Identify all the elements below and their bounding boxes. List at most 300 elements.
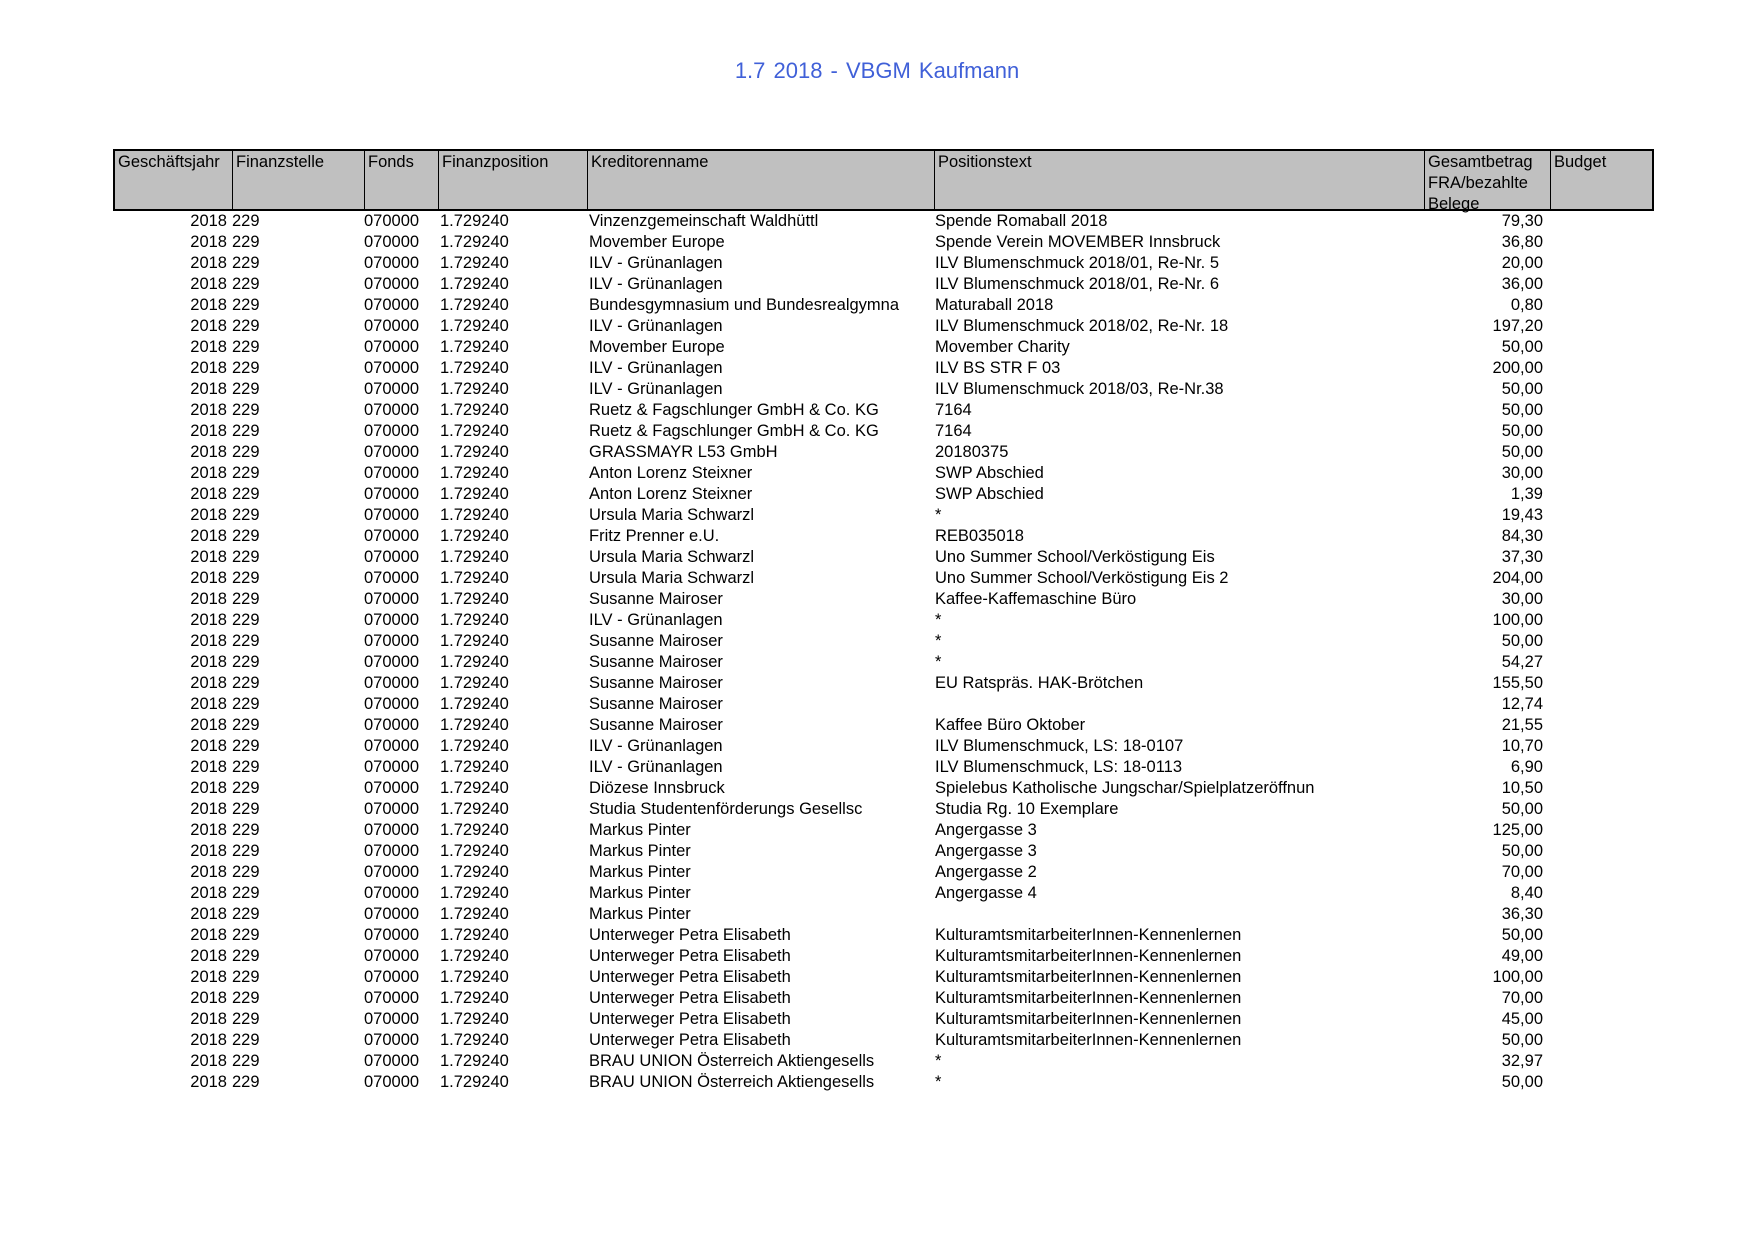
table-row [113,505,1654,526]
cell-gesamtbetrag: 12,74 [1501,695,1543,713]
col-header-year: Geschäftsjahr [118,153,220,171]
cell-finanzstelle: 229 [232,737,260,755]
table-row [113,967,1654,988]
cell-finanzposition: 1.729240 [440,695,509,713]
cell-finanzposition: 1.729240 [440,1073,509,1091]
cell-kreditor: Unterweger Petra Elisabeth [589,926,791,944]
cell-finanzstelle: 229 [232,1052,260,1070]
cell-finanzstelle: 229 [232,1010,260,1028]
cell-kreditor: GRASSMAYR L53 GmbH [589,443,778,461]
page-title: 1.7 2018 - VBGM Kaufmann [734,58,1020,83]
cell-finanzposition: 1.729240 [440,926,509,944]
table-row [113,715,1654,736]
cell-positionstext: Spielebus Katholische Jungschar/Spielplatzeröffnun [935,779,1315,797]
cell-finanzstelle: 229 [232,590,260,608]
cell-kreditor: Unterweger Petra Elisabeth [589,1010,791,1028]
cell-finanzposition: 1.729240 [440,338,509,356]
table-row [113,694,1654,715]
table-row [113,568,1654,589]
cell-fonds: 070000 [364,422,420,440]
cell-kreditor: ILV - Grünanlagen [589,317,723,335]
cell-fonds: 070000 [364,527,420,545]
cell-positionstext: Uno Summer School/Verköstigung Eis 2 [935,569,1229,587]
cell-year: 2018 [190,884,227,902]
cell-gesamtbetrag: 125,00 [1492,821,1543,839]
cell-positionstext: Kaffee-Kaffemaschine Büro [935,590,1137,608]
cell-kreditor: Ruetz & Fagschlunger GmbH & Co. KG [589,422,879,440]
cell-kreditor: Susanne Mairoser [589,653,723,671]
cell-kreditor: Fritz Prenner e.U. [589,527,720,545]
cell-kreditor: Susanne Mairoser [589,695,723,713]
table-row [113,799,1654,820]
cell-kreditor: Markus Pinter [589,821,691,839]
cell-fonds: 070000 [364,674,420,692]
cell-finanzstelle: 229 [232,296,260,314]
cell-gesamtbetrag: 100,00 [1492,968,1543,986]
table-row [113,1030,1654,1051]
cell-kreditor: Ursula Maria Schwarzl [589,569,755,587]
cell-year: 2018 [190,569,227,587]
table-row [113,883,1654,904]
cell-fonds: 070000 [364,464,420,482]
cell-fonds: 070000 [364,632,420,650]
cell-kreditor: Markus Pinter [589,884,691,902]
cell-positionstext: Angergasse 3 [935,821,1037,839]
cell-year: 2018 [190,527,227,545]
cell-finanzstelle: 229 [232,884,260,902]
cell-fonds: 070000 [364,611,420,629]
cell-kreditor: Anton Lorenz Steixner [589,485,753,503]
cell-fonds: 070000 [364,443,420,461]
cell-gesamtbetrag: 70,00 [1501,863,1543,881]
cell-finanzstelle: 229 [232,1073,260,1091]
cell-year: 2018 [190,779,227,797]
cell-finanzstelle: 229 [232,842,260,860]
cell-positionstext: 20180375 [935,443,1009,461]
cell-year: 2018 [190,674,227,692]
cell-fonds: 070000 [364,254,420,272]
cell-finanzstelle: 229 [232,254,260,272]
cell-gesamtbetrag: 36,30 [1501,905,1543,923]
cell-gesamtbetrag: 10,50 [1501,779,1543,797]
cell-positionstext: KulturamtsmitarbeiterInnen-Kennenlernen [935,947,1242,965]
cell-finanzposition: 1.729240 [440,590,509,608]
table-row [113,295,1654,316]
cell-year: 2018 [190,338,227,356]
table-row [113,526,1654,547]
cell-finanzstelle: 229 [232,485,260,503]
cell-finanzposition: 1.729240 [440,401,509,419]
cell-gesamtbetrag: 50,00 [1501,632,1543,650]
cell-finanzposition: 1.729240 [440,485,509,503]
table-header [113,149,1654,211]
cell-fonds: 070000 [364,653,420,671]
cell-year: 2018 [190,443,227,461]
expense-table [113,149,1654,1093]
cell-kreditor: Bundesgymnasium und Bundesrealgymna [589,296,900,314]
cell-positionstext: ILV Blumenschmuck, LS: 18-0107 [935,737,1184,755]
cell-positionstext: KulturamtsmitarbeiterInnen-Kennenlernen [935,1010,1242,1028]
cell-fonds: 070000 [364,569,420,587]
cell-positionstext: * [935,506,942,524]
table-row [113,253,1654,274]
cell-gesamtbetrag: 50,00 [1501,842,1543,860]
cell-fonds: 070000 [364,401,420,419]
col-header-budget: Budget [1550,151,1652,209]
cell-positionstext: Angergasse 3 [935,842,1037,860]
cell-gesamtbetrag: 37,30 [1501,548,1543,566]
cell-fonds: 070000 [364,989,420,1007]
cell-finanzstelle: 229 [232,317,260,335]
cell-finanzstelle: 229 [232,653,260,671]
cell-fonds: 070000 [364,233,420,251]
cell-finanzposition: 1.729240 [440,233,509,251]
cell-gesamtbetrag: 84,30 [1501,527,1543,545]
cell-positionstext: KulturamtsmitarbeiterInnen-Kennenlernen [935,1031,1242,1049]
cell-positionstext: ILV Blumenschmuck, LS: 18-0113 [935,758,1183,776]
cell-fonds: 070000 [364,359,420,377]
cell-year: 2018 [190,653,227,671]
cell-year: 2018 [190,275,227,293]
table-row [113,631,1654,652]
cell-positionstext: ILV Blumenschmuck 2018/01, Re-Nr. 5 [935,254,1219,272]
cell-finanzstelle: 229 [232,212,260,230]
cell-finanzposition: 1.729240 [440,380,509,398]
table-row [113,400,1654,421]
cell-fonds: 070000 [364,800,420,818]
cell-year: 2018 [190,233,227,251]
cell-year: 2018 [190,317,227,335]
cell-kreditor: ILV - Grünanlagen [589,611,723,629]
cell-fonds: 070000 [364,821,420,839]
cell-finanzposition: 1.729240 [440,821,509,839]
cell-gesamtbetrag: 54,27 [1501,653,1543,671]
cell-finanzstelle: 229 [232,779,260,797]
table-row [113,652,1654,673]
table-row [113,358,1654,379]
cell-year: 2018 [190,296,227,314]
col-header-gesamtbetrag-line1: Gesamtbetrag [1428,153,1533,171]
cell-finanzstelle: 229 [232,548,260,566]
cell-gesamtbetrag: 79,30 [1501,212,1543,230]
cell-gesamtbetrag: 36,80 [1501,233,1543,251]
cell-kreditor: ILV - Grünanlagen [589,758,723,776]
cell-year: 2018 [190,1073,227,1091]
cell-finanzstelle: 229 [232,758,260,776]
cell-kreditor: Studia Studentenförderungs Gesellsc [589,800,863,818]
cell-positionstext: * [935,611,942,629]
cell-fonds: 070000 [364,926,420,944]
cell-kreditor: Vinzenzgemeinschaft Waldhüttl [589,212,819,230]
cell-gesamtbetrag: 49,00 [1501,947,1543,965]
cell-year: 2018 [190,359,227,377]
table-row [113,211,1654,232]
cell-positionstext: Spende Verein MOVEMBER Innsbruck [935,233,1221,251]
cell-kreditor: Anton Lorenz Steixner [589,464,753,482]
cell-fonds: 070000 [364,296,420,314]
cell-positionstext: Studia Rg. 10 Exemplare [935,800,1119,818]
cell-fonds: 070000 [364,1052,420,1070]
cell-fonds: 070000 [364,1031,420,1049]
cell-year: 2018 [190,842,227,860]
cell-finanzposition: 1.729240 [440,212,509,230]
cell-year: 2018 [190,863,227,881]
cell-year: 2018 [190,737,227,755]
cell-kreditor: Diözese Innsbruck [589,779,725,797]
cell-finanzposition: 1.729240 [440,611,509,629]
cell-kreditor: Susanne Mairoser [589,590,723,608]
cell-fonds: 070000 [364,1073,420,1091]
cell-finanzposition: 1.729240 [440,548,509,566]
table-row [113,757,1654,778]
cell-finanzposition: 1.729240 [440,1031,509,1049]
cell-kreditor: Markus Pinter [589,842,691,860]
cell-finanzposition: 1.729240 [440,800,509,818]
cell-finanzstelle: 229 [232,695,260,713]
table-row [113,925,1654,946]
cell-fonds: 070000 [364,380,420,398]
cell-gesamtbetrag: 8,40 [1510,884,1543,902]
cell-gesamtbetrag: 1,39 [1510,485,1543,503]
table-row [113,379,1654,400]
cell-positionstext: EU Ratspräs. HAK-Brötchen [935,674,1144,692]
cell-positionstext: Spende Romaball 2018 [935,212,1108,230]
cell-finanzstelle: 229 [232,1031,260,1049]
cell-finanzstelle: 229 [232,233,260,251]
cell-finanzstelle: 229 [232,968,260,986]
cell-positionstext: Maturaball 2018 [935,296,1054,314]
cell-finanzstelle: 229 [232,464,260,482]
table-row [113,274,1654,295]
table-row [113,232,1654,253]
cell-year: 2018 [190,947,227,965]
cell-gesamtbetrag: 21,55 [1501,716,1543,734]
cell-fonds: 070000 [364,905,420,923]
cell-year: 2018 [190,968,227,986]
cell-finanzstelle: 229 [232,338,260,356]
cell-gesamtbetrag: 30,00 [1501,464,1543,482]
cell-finanzposition: 1.729240 [440,779,509,797]
cell-year: 2018 [190,254,227,272]
cell-kreditor: Movember Europe [589,338,725,356]
cell-kreditor: Unterweger Petra Elisabeth [589,947,791,965]
cell-finanzstelle: 229 [232,611,260,629]
cell-fonds: 070000 [364,884,420,902]
col-header-positionstext: Positionstext [934,151,1424,209]
cell-year: 2018 [190,212,227,230]
col-header-gesamtbetrag-line2: FRA/bezahlte [1428,174,1528,192]
cell-fonds: 070000 [364,485,420,503]
cell-finanzposition: 1.729240 [440,758,509,776]
cell-positionstext: ILV BS STR F 03 [935,359,1061,377]
cell-year: 2018 [190,695,227,713]
cell-gesamtbetrag: 50,00 [1501,422,1543,440]
cell-gesamtbetrag: 155,50 [1492,674,1543,692]
cell-finanzstelle: 229 [232,380,260,398]
table-row [113,946,1654,967]
cell-finanzstelle: 229 [232,422,260,440]
table-row [113,442,1654,463]
cell-gesamtbetrag: 0,80 [1510,296,1543,314]
table-row [113,841,1654,862]
cell-gesamtbetrag: 50,00 [1501,443,1543,461]
cell-positionstext: 7164 [935,422,972,440]
table-row [113,463,1654,484]
table-row [113,1051,1654,1072]
table-row [113,904,1654,925]
cell-finanzposition: 1.729240 [440,842,509,860]
table-row [113,484,1654,505]
cell-gesamtbetrag: 100,00 [1492,611,1543,629]
cell-fonds: 070000 [364,842,420,860]
cell-gesamtbetrag: 50,00 [1501,401,1543,419]
cell-gesamtbetrag: 50,00 [1501,926,1543,944]
cell-positionstext: SWP Abschied [935,485,1044,503]
cell-finanzstelle: 229 [232,905,260,923]
cell-kreditor: Unterweger Petra Elisabeth [589,968,791,986]
col-header-finanzposition: Finanzposition [438,151,587,209]
col-header-finanzstelle: Finanzstelle [232,151,364,209]
cell-kreditor: Susanne Mairoser [589,632,723,650]
cell-year: 2018 [190,485,227,503]
cell-finanzstelle: 229 [232,632,260,650]
cell-fonds: 070000 [364,716,420,734]
cell-kreditor: ILV - Grünanlagen [589,380,723,398]
cell-year: 2018 [190,905,227,923]
col-header-gesamtbetrag [1424,151,1550,213]
cell-fonds: 070000 [364,779,420,797]
cell-finanzposition: 1.729240 [440,275,509,293]
cell-positionstext: ILV Blumenschmuck 2018/01, Re-Nr. 6 [935,275,1219,293]
cell-finanzposition: 1.729240 [440,569,509,587]
cell-kreditor: ILV - Grünanlagen [589,737,723,755]
cell-finanzposition: 1.729240 [440,1052,509,1070]
cell-fonds: 070000 [364,317,420,335]
cell-finanzstelle: 229 [232,821,260,839]
cell-positionstext: * [935,632,942,650]
cell-gesamtbetrag: 197,20 [1492,317,1543,335]
cell-positionstext: * [935,1073,942,1091]
cell-finanzposition: 1.729240 [440,464,509,482]
cell-fonds: 070000 [364,968,420,986]
col-header-kreditor: Kreditorenname [587,151,934,209]
cell-gesamtbetrag: 45,00 [1501,1010,1543,1028]
cell-kreditor: Ruetz & Fagschlunger GmbH & Co. KG [589,401,879,419]
cell-year: 2018 [190,1031,227,1049]
cell-gesamtbetrag: 204,00 [1492,569,1543,587]
table-row [113,610,1654,631]
cell-finanzposition: 1.729240 [440,989,509,1007]
cell-kreditor: ILV - Grünanlagen [589,254,723,272]
cell-kreditor: Movember Europe [589,233,725,251]
table-row [113,862,1654,883]
cell-gesamtbetrag: 50,00 [1501,1031,1543,1049]
cell-finanzposition: 1.729240 [440,422,509,440]
cell-finanzposition: 1.729240 [440,317,509,335]
table-row [113,988,1654,1009]
cell-finanzposition: 1.729240 [440,1010,509,1028]
cell-finanzposition: 1.729240 [440,884,509,902]
table-row [113,337,1654,358]
cell-finanzstelle: 229 [232,989,260,1007]
cell-positionstext: REB035018 [935,527,1024,545]
cell-year: 2018 [190,632,227,650]
cell-year: 2018 [190,800,227,818]
cell-kreditor: Susanne Mairoser [589,674,723,692]
cell-finanzposition: 1.729240 [440,653,509,671]
cell-fonds: 070000 [364,695,420,713]
cell-finanzstelle: 229 [232,947,260,965]
cell-fonds: 070000 [364,548,420,566]
cell-kreditor: Susanne Mairoser [589,716,723,734]
cell-year: 2018 [190,821,227,839]
cell-finanzposition: 1.729240 [440,947,509,965]
cell-finanzposition: 1.729240 [440,506,509,524]
cell-year: 2018 [190,380,227,398]
cell-finanzposition: 1.729240 [440,968,509,986]
cell-kreditor: BRAU UNION Österreich Aktiengesells [589,1052,875,1070]
cell-positionstext: ILV Blumenschmuck 2018/03, Re-Nr.38 [935,380,1224,398]
cell-finanzposition: 1.729240 [440,527,509,545]
col-header-fonds: Fonds [364,151,438,209]
cell-finanzposition: 1.729240 [440,443,509,461]
cell-kreditor: Ursula Maria Schwarzl [589,506,755,524]
cell-gesamtbetrag: 50,00 [1501,1073,1543,1091]
cell-finanzposition: 1.729240 [440,674,509,692]
cell-fonds: 070000 [364,1010,420,1028]
cell-finanzstelle: 229 [232,443,260,461]
cell-finanzposition: 1.729240 [440,632,509,650]
col-header-gesamtbetrag-line3: Belege [1428,195,1480,213]
cell-finanzposition: 1.729240 [440,737,509,755]
cell-finanzstelle: 229 [232,506,260,524]
table-row [113,1072,1654,1093]
cell-year: 2018 [190,1052,227,1070]
cell-fonds: 070000 [364,737,420,755]
cell-year: 2018 [190,590,227,608]
cell-finanzstelle: 229 [232,275,260,293]
cell-gesamtbetrag: 6,90 [1510,758,1543,776]
cell-gesamtbetrag: 30,00 [1501,590,1543,608]
cell-year: 2018 [190,506,227,524]
table-row [113,1009,1654,1030]
cell-finanzstelle: 229 [232,674,260,692]
table-row [113,547,1654,568]
table-row [113,673,1654,694]
cell-positionstext: KulturamtsmitarbeiterInnen-Kennenlernen [935,926,1242,944]
cell-year: 2018 [190,422,227,440]
cell-finanzstelle: 229 [232,716,260,734]
cell-year: 2018 [190,716,227,734]
cell-gesamtbetrag: 19,43 [1501,506,1543,524]
cell-year: 2018 [190,464,227,482]
cell-gesamtbetrag: 70,00 [1501,989,1543,1007]
table-row [113,736,1654,757]
cell-positionstext: Movember Charity [935,338,1070,356]
cell-gesamtbetrag: 32,97 [1501,1052,1543,1070]
cell-positionstext: Angergasse 2 [935,863,1037,881]
cell-positionstext: KulturamtsmitarbeiterInnen-Kennenlernen [935,968,1242,986]
cell-kreditor: Ursula Maria Schwarzl [589,548,755,566]
cell-year: 2018 [190,611,227,629]
cell-finanzposition: 1.729240 [440,359,509,377]
cell-fonds: 070000 [364,590,420,608]
cell-positionstext: Kaffee Büro Oktober [935,716,1086,734]
cell-fonds: 070000 [364,338,420,356]
cell-fonds: 070000 [364,506,420,524]
cell-fonds: 070000 [364,212,420,230]
cell-finanzstelle: 229 [232,863,260,881]
